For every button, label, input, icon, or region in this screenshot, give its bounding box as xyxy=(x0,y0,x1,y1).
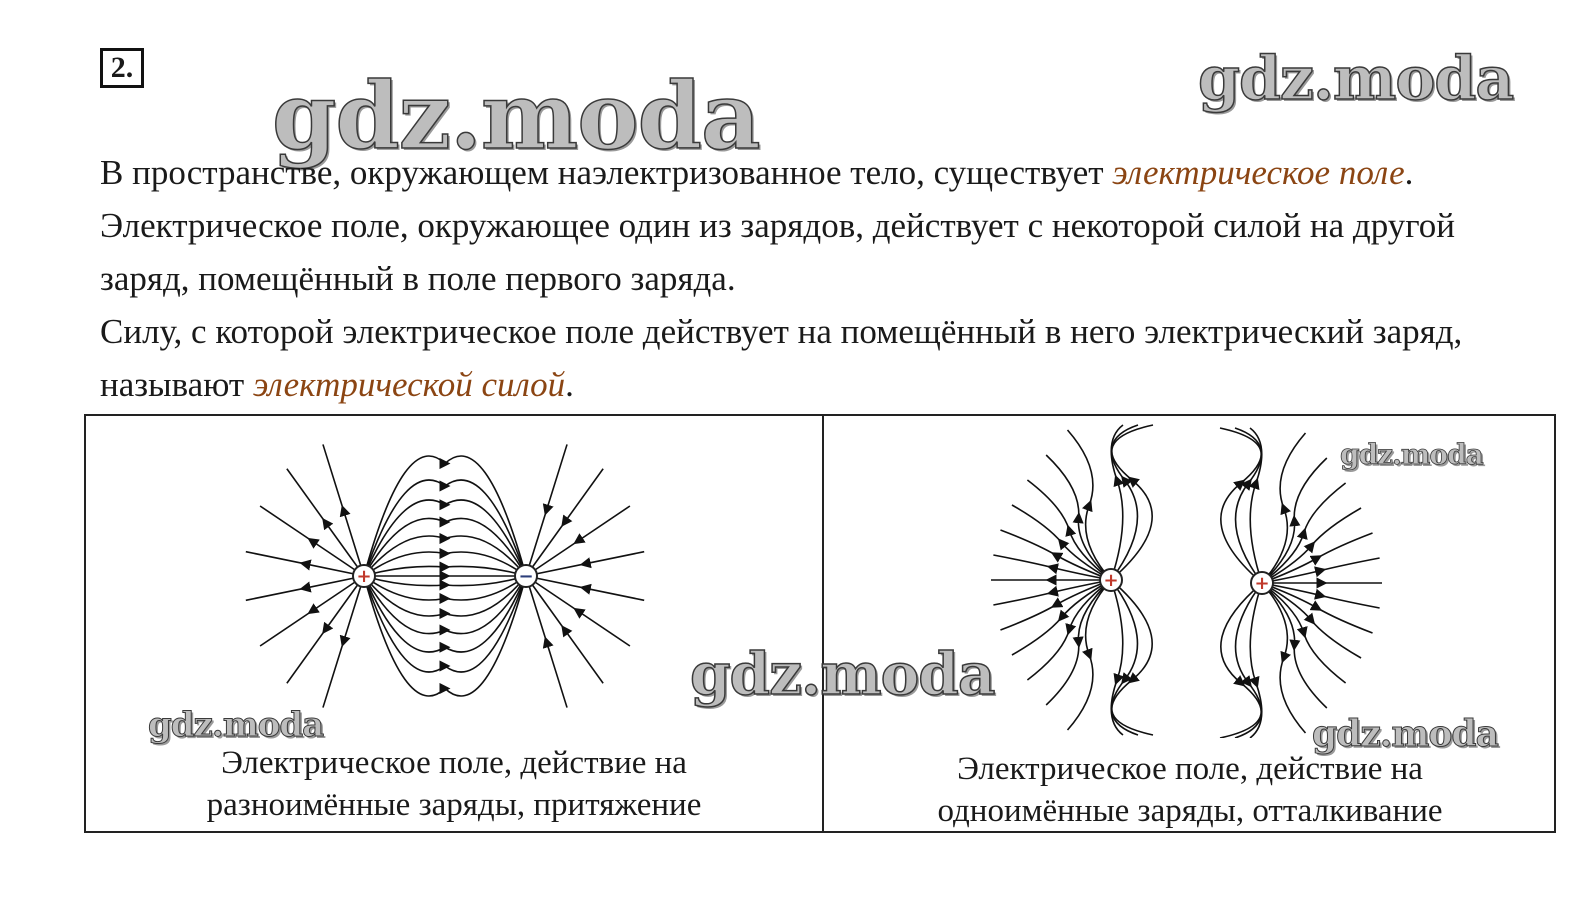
field-line xyxy=(526,576,567,708)
field-line xyxy=(287,469,364,576)
field-line xyxy=(323,444,364,576)
watermark: gdz.moda xyxy=(690,640,995,708)
field-line xyxy=(364,456,526,576)
field-line xyxy=(526,444,567,576)
watermark: gdz.moda xyxy=(1312,713,1498,755)
positive-charge xyxy=(1251,572,1273,594)
watermark: gdz.moda xyxy=(1340,438,1483,471)
watermark: gdz.moda xyxy=(148,705,324,745)
paragraph-text: . xyxy=(565,365,574,404)
paragraph-text: . Электрическое поле, окружающее один из зарядов, действует с некоторой силой на другой заряд, помещённый в поле первого заряда. xyxy=(100,153,1455,298)
field-line xyxy=(1262,558,1380,583)
charge-label: − xyxy=(518,566,534,587)
field-line xyxy=(364,552,526,576)
highlighted-term: электрическое поле xyxy=(1112,153,1405,192)
field-line xyxy=(1262,458,1327,583)
field-line xyxy=(364,576,526,600)
field-line xyxy=(364,566,526,576)
paragraph-text: В пространстве, окружающем наэлектризованное тело, существует xyxy=(100,153,1113,192)
field-line xyxy=(364,576,526,586)
figure-table xyxy=(84,414,1556,833)
field-lines xyxy=(246,444,644,707)
field-lines xyxy=(991,425,1382,738)
caption-like-charges xyxy=(824,748,1556,832)
charge-label: + xyxy=(1103,570,1119,591)
field-line xyxy=(526,576,603,683)
field-line xyxy=(1068,430,1111,580)
field-line xyxy=(993,555,1111,580)
positive-charge xyxy=(353,565,375,587)
field-line xyxy=(1262,583,1380,608)
watermark: gdz.moda xyxy=(1198,44,1514,114)
paragraph-definition-field xyxy=(100,146,1540,305)
field-line xyxy=(364,576,526,696)
caption-line: одноимённые заряды, отталкивание xyxy=(937,793,1443,829)
field-line xyxy=(526,469,603,576)
field-line xyxy=(1262,433,1305,583)
charge-label: + xyxy=(356,566,372,587)
highlighted-term: электрической силой xyxy=(252,365,566,404)
field-line xyxy=(323,576,364,708)
positive-charge xyxy=(1100,569,1122,591)
task-number: 2. xyxy=(100,48,144,88)
caption-line: Электрическое поле, действие на xyxy=(957,751,1423,787)
caption-opposite-charges xyxy=(86,742,822,826)
field-line xyxy=(1262,583,1305,733)
watermark: gdz.moda xyxy=(272,62,760,170)
field-line xyxy=(1046,455,1111,580)
field-line xyxy=(1262,583,1327,708)
caption-line: разноимённые заряды, притяжение xyxy=(206,787,702,823)
paragraph-text: Силу, с которой электрическое поле действует на помещённый в него электрический заряд, называют xyxy=(100,312,1463,404)
charge-label: + xyxy=(1254,573,1270,594)
field-line xyxy=(1068,580,1111,730)
field-line xyxy=(1046,580,1111,705)
caption-line: Электрическое поле, действие на xyxy=(221,745,687,781)
field-line xyxy=(993,580,1111,605)
opposite-charges-field-diagram xyxy=(236,418,676,738)
paragraph-definition-force xyxy=(100,305,1540,411)
field-line xyxy=(287,576,364,683)
negative-charge xyxy=(515,565,537,587)
